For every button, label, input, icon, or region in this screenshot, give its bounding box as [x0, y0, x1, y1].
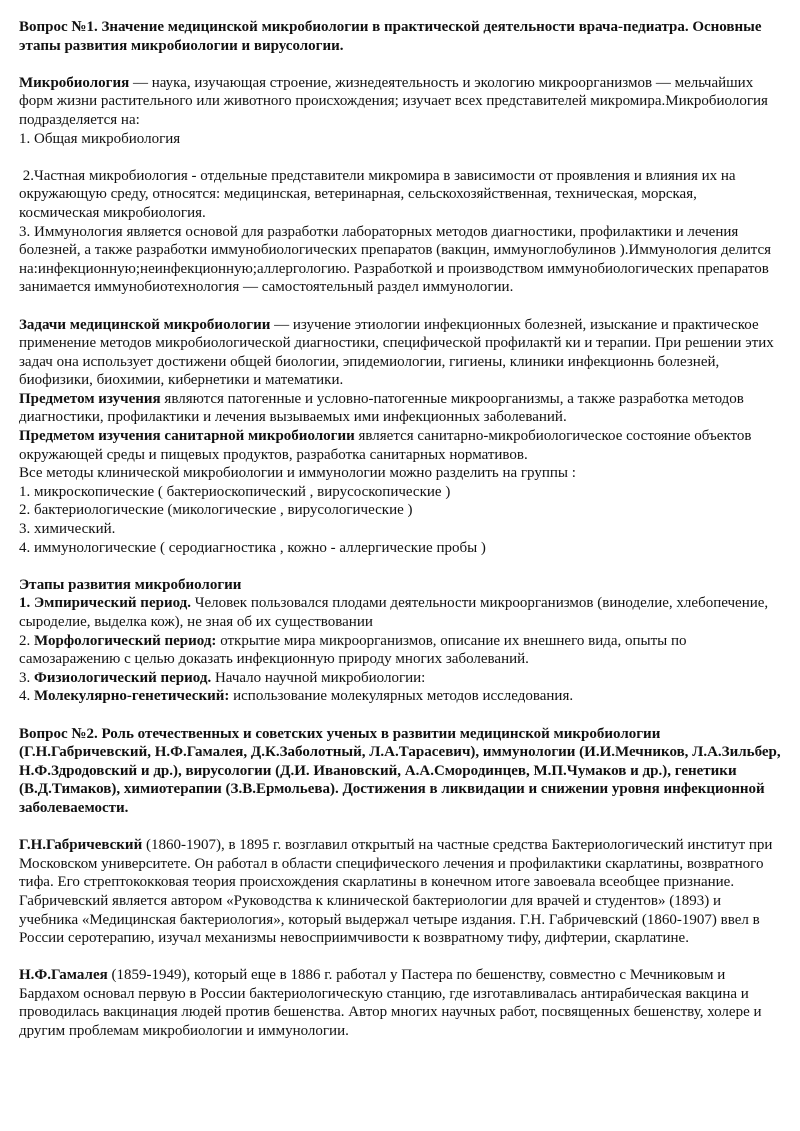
stage-term: Молекулярно-генетический:	[34, 688, 230, 705]
stage-term: Морфологический период:	[34, 632, 217, 649]
methods-intro: Все методы клинической микробиологии и иммунологии можно разделить на группы :	[19, 465, 576, 482]
spacer	[19, 55, 781, 74]
scientist-bio: (1860-1907), в 1895 г. возглавил открытый на частные средства Бактериологический институт при Московском университете. Он работал в области специфического лечения и профилактики скарлатины, возвратного тифа. Его стрептококковая теория происхождения скарлатины в конечном итоге завоевала всеобщее признание. Габричевский является автором «Руководства к клинической бактериологии для врачей и студентов» (1893) и учебника «Медицинская бактериология», который выдержал четыре издания. Г.Н. Габричевский (1860-1907) ввел в России серотерапию, изучал механизмы невосприимчивости к возвратному тифу, дифтерии, скарлатине.	[19, 837, 773, 947]
stage-text: использование молекулярных методов исследования.	[229, 688, 574, 705]
spacer	[19, 557, 781, 576]
subject-paragraph	[19, 390, 781, 427]
stage-text: Начало научной микробиологии:	[211, 669, 426, 686]
gabrichevsky-paragraph	[19, 836, 781, 948]
subject-text: являются патогенные и условно-патогенные микроорганизмы, а также разработка методов диагностики, профилактики и лечения вызываемых ими инфекционных заболеваний.	[19, 390, 744, 426]
gamaleya-paragraph	[19, 966, 781, 1040]
sanitary-term: Предметом изучения санитарной микробиологии	[19, 428, 355, 445]
stage-item-2: 2. Морфологический период: открытие мира микроорганизмов, описание их внешнего вида, опыты по самозаражению с целью доказать инфекционную природу многих заболеваний.	[19, 632, 687, 668]
scientist-name: Н.Ф.Гамалея	[19, 967, 108, 984]
method-item: 2. бактериологические (микологические , вирусологические )	[19, 502, 413, 519]
stage-item-4: 4. Молекулярно-генетический: использование молекулярных методов исследования.	[19, 688, 574, 705]
spacer	[19, 818, 781, 837]
sanitary-paragraph	[19, 427, 781, 464]
scientist-name: Г.Н.Габричевский	[19, 837, 143, 854]
definition-text: — наука, изучающая строение, жизнедеятельность и экологию микроорганизмов — мельчайших форм жизни растительного или животного происхождения; изучает всех представителей микромира.Микробиология подразделяется на:	[19, 74, 768, 128]
method-item: 1. микроскопические ( бактериоскопический , вирусоскопические )	[19, 483, 451, 500]
question-2-heading: Вопрос №2. Роль отечественных и советских ученых в развитии медицинской микробиологии (Г.Н.Габричевский, Н.Ф.Гамалея, Д.К.Заболотный, Л.А.Тарасевич), иммунологии (И.И.Мечников, Л.А.Зильбер, Н.Ф.Здродовский и др.), вирусологии (Д.И. Ивановский, А.А.Смородинцев, М.П.Чумаков и др.), генетики (В.Д.Тимаков), химиотерапии (З.В.Ермольева). Достижения в ликвидации и снижении уровня инфекционной заболеваемости.	[19, 725, 781, 816]
stage-term: Эмпирический период.	[34, 595, 191, 612]
spacer	[19, 706, 781, 725]
microbiology-definition	[19, 74, 781, 130]
spacer	[19, 148, 781, 167]
tasks-term: Задачи медицинской микробиологии	[19, 316, 271, 333]
stage-item-3: 3. Физиологический период. Начало научной микробиологии:	[19, 669, 426, 686]
subdivision-item-3: 3. Иммунология является основой для разработки лабораторных методов диагностики, профилактики и лечения болезней, а также разработки иммунобиологических препаратов (вакцин, иммуноглобулинов ).Иммунология делится на:инфекционную;неинфекционную;аллергологию. Разработкой и производством иммунобиологических препаратов занимается иммунобиотехнология — самостоятельный раздел иммунологии.	[19, 223, 772, 296]
document-page	[19, 18, 781, 1041]
stage-text: Человек пользовался плодами деятельности микроорганизмов (виноделие, хлебопечение, сыроделие, выделка кож), не зная об их существовании	[19, 595, 769, 630]
subdivision-item-1: 1. Общая микробиология	[19, 130, 181, 147]
definition-term: Микробиология	[19, 74, 130, 91]
subdivision-item-2: 2.Частная микробиология - отдельные представители микромира в зависимости от проявления и влияния их на окружающую среду, относятся: медицинская, ветеринарная, сельскохозяйственная, техническая, морская, космическая микробиология.	[19, 167, 740, 221]
scientist-bio: (1859-1949), который еще в 1886 г. работал у Пастера по бешенству, совместно с Мечниковым и Бардахом основал первую в России бактериологическую станцию, где изготавливалась антирабическая вакцина и проводилась вакцинация людей против бешенства. Автор многих научных работ, посвященных бешенству, холере и другим проблемам микробиологии и иммунологии.	[19, 967, 762, 1040]
tasks-paragraph	[19, 316, 781, 390]
method-item: 4. иммунологические ( серодиагностика , кожно - аллергические пробы )	[19, 539, 486, 556]
method-item: 3. химический.	[19, 521, 116, 538]
stage-term: Физиологический период.	[34, 669, 212, 686]
stages-heading: Этапы развития микробиологии	[19, 576, 242, 593]
spacer	[19, 297, 781, 316]
tasks-text: — изучение этиологии инфекционных болезней, изыскание и практическое применение методов микробиологической диагностики, специфической профилактй ки и терапии. При решении этих задач она использует достижени общей биологии, эпидемиологии, гигиены, клиники инфекционнь болезней, биофизики, биохимии, кибернетики и математики.	[19, 316, 774, 389]
spacer	[19, 948, 781, 967]
stage-item-1: 1. Эмпирический период. Человек пользовался плодами деятельности микроорганизмов (виноделие, хлебопечение, сыроделие, выделка кож), не зная об их существовании	[19, 595, 769, 630]
subject-term: Предметом изучения	[19, 390, 161, 407]
question-1-heading: Вопрос №1. Значение медицинской микробиологии в практической деятельности врача-педиатра. Основные этапы развития микробиологии и вирусологии.	[19, 19, 762, 54]
stage-text: открытие мира микроорганизмов, описание их внешнего вида, опыты по самозаражению с целью доказать инфекционную природу многих заболеваний.	[19, 632, 687, 668]
sanitary-text: является санитарно-микробиологическое состояние объектов окружающей среды и пищевых продуктов, разработка санитарных нормативов.	[19, 428, 752, 463]
